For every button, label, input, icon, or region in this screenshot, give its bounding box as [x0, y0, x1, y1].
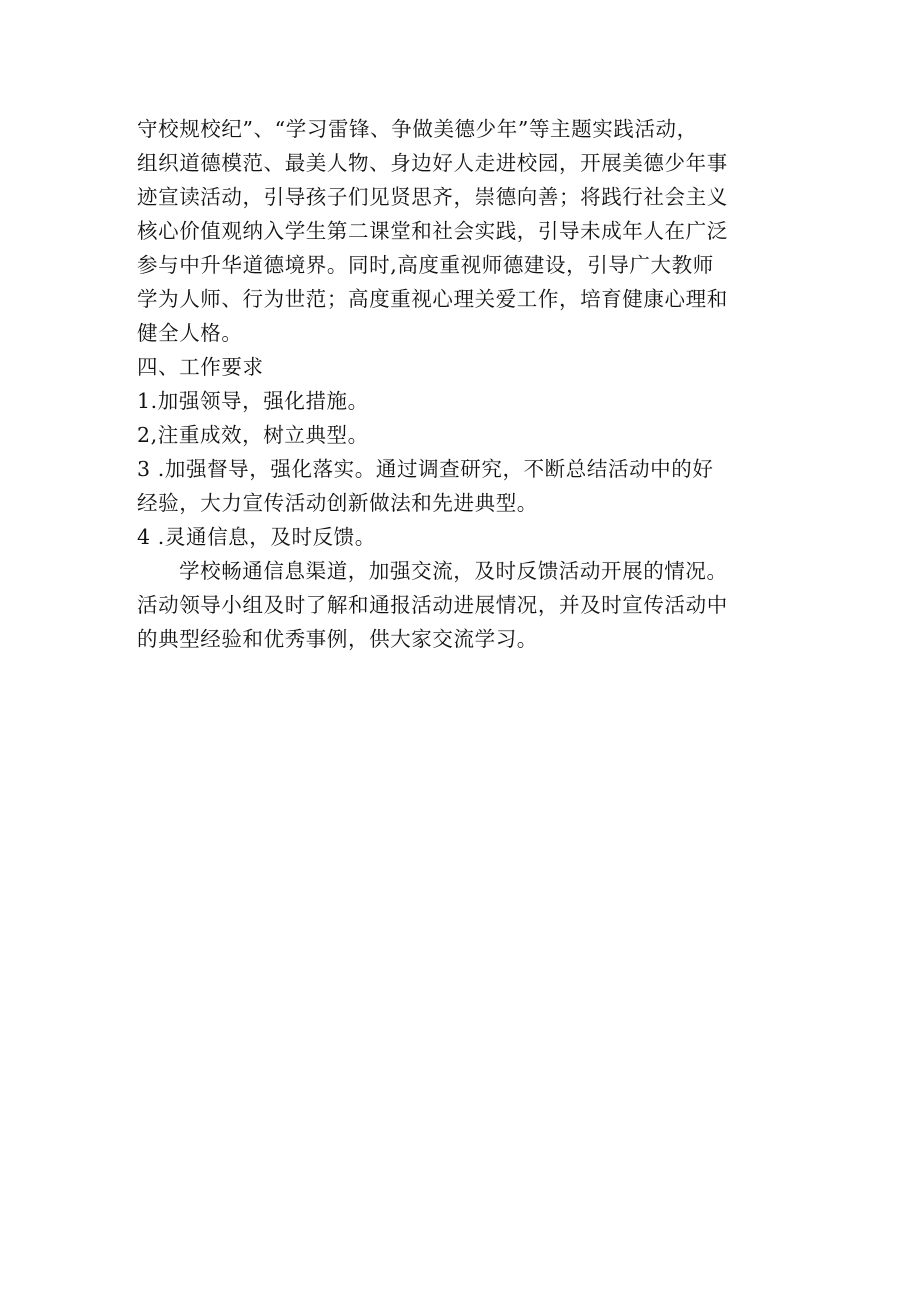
body-text-line: 守校规校纪”、“学习雷锋、争做美德少年”等主题实践活动，: [137, 117, 698, 141]
paragraph-first-line: 学校畅通信息渠道，加强交流，及时反馈活动开展的情况。: [179, 559, 728, 583]
list-item: 4 .灵通信息，及时反馈。: [137, 525, 376, 549]
body-text-line: 组织道德模范、最美人物、身边好人走进校园，开展美德少年事: [137, 151, 728, 175]
body-text-line: 学为人师、行为世范；高度重视心理关爱工作，培育健康心理和: [137, 287, 728, 311]
list-item-continuation: 经验，大力宣传活动创新做法和先进典型。: [137, 491, 538, 515]
list-item: 3 .加强督导，强化落实。通过调查研究，不断总结活动中的好: [137, 457, 714, 481]
document-body: [137, 112, 797, 656]
body-text-line: 活动领导小组及时了解和通报活动进展情况，并及时宣传活动中: [137, 593, 728, 617]
body-text-line: 健全人格。: [137, 321, 243, 345]
body-text-line: 迹宣读活动，引导孩子们见贤思齐，崇德向善；将践行社会主义: [137, 185, 728, 209]
body-text-line: 核心价值观纳入学生第二课堂和社会实践，引导未成年人在广泛: [137, 219, 728, 243]
list-item: 1.加强领导，强化措施。: [137, 389, 369, 413]
list-item: 2,注重成效，树立典型。: [137, 423, 369, 447]
body-text-line: 的典型经验和优秀事例，供大家交流学习。: [137, 627, 538, 651]
section-heading: 四、工作要求: [137, 355, 264, 379]
body-text-line: 参与中升华道德境界。同时,高度重视师德建设，引导广大教师: [137, 253, 714, 277]
